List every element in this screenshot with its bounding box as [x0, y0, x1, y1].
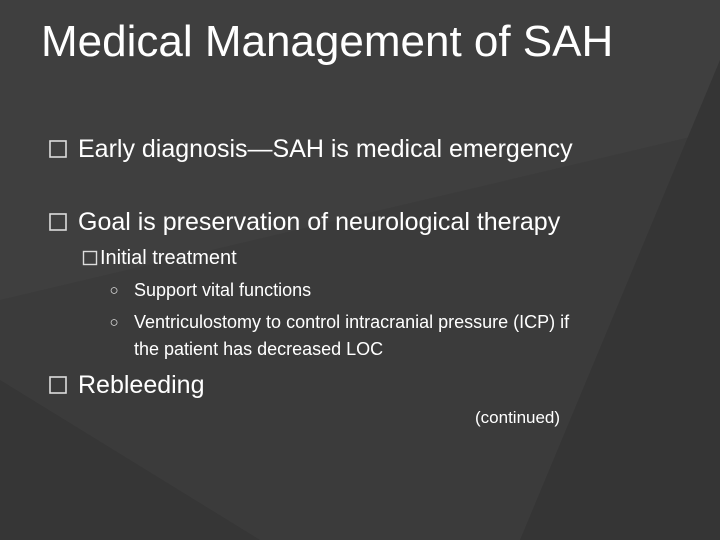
square-outline-icon — [48, 375, 68, 395]
square-outline-icon — [48, 139, 68, 159]
sub-sub-bullet-text: Support vital functions — [134, 280, 312, 300]
sub-bullet-text: Initial treatment — [100, 247, 237, 269]
bullet-text: Early diagnosis—SAH is medical emergency — [78, 135, 573, 163]
square-outline-icon — [48, 212, 68, 232]
sub-bullet-item — [82, 245, 482, 271]
continued-note: (continued) — [475, 408, 561, 427]
sub-sub-bullet-item — [106, 309, 596, 363]
circle-outline-icon: ○ — [109, 282, 119, 299]
square-outline-icon — [82, 250, 98, 266]
bullet-item — [48, 133, 608, 165]
slide-title: Medical Management of SAH — [41, 17, 614, 66]
circle-outline-icon: ○ — [109, 314, 119, 331]
bullet-text: Goal is preservation of neurological therapy — [78, 208, 561, 236]
bullet-item — [48, 206, 668, 238]
bullet-text: Rebleeding — [78, 371, 205, 399]
bullet-item — [48, 369, 448, 401]
sub-sub-bullet-text: Ventriculostomy to control intracranial pressure (ICP) if the patient has decreased LOC — [134, 312, 570, 359]
sub-sub-bullet-item — [106, 277, 606, 304]
